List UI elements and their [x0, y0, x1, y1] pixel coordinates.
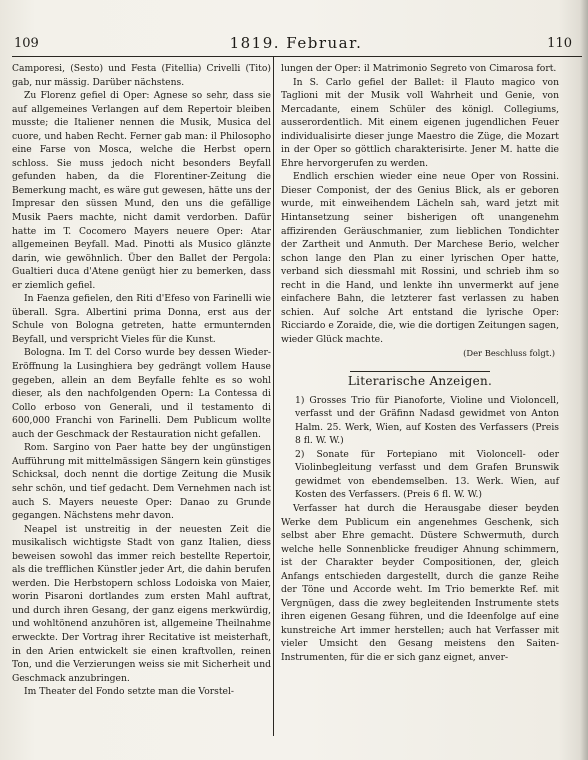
header-rule	[12, 56, 582, 57]
page-header	[12, 34, 580, 54]
page-edge-shadow	[580, 0, 588, 760]
paragraph: Zu Florenz gefiel di Oper: Agnese so sehr, dass sie auf allgemeines Verlangen auf dem Repertoir bleiben musste; die Italiener nennen die Musik, Musica del cuore, und haben Recht. Ferner gab man: il Philosopho eine Farse von Mosca, welche die Herbst opern schloss. Sie muss jedoch nicht besonders Beyfall gefunden haben, da die Florentiner-Zeitung die Bemerkung macht, es wäre gut gewesen, hätte uns der Impresar den süssen Mund, den uns die gefällige Musik Paers machte, nicht damit verdorben. Dafür hatte im T. Cocomero Mayers neuere Oper: Atar allgemeinen Beyfall. Mad. Pinotti als Musico glänzte darin, wie gewöhnlich. Über den Ballet der Pergola: Gualtieri duca d'Atene genügt hier zu bemerken, dass er ziemlich gefiel.	[12, 90, 271, 291]
section-rule	[350, 371, 490, 372]
right-column	[281, 62, 559, 665]
section-title: Literarische Anzeigen.	[347, 374, 493, 389]
continuation-note: (Der Beschluss folgt.)	[463, 348, 555, 359]
column-divider	[273, 56, 274, 736]
page-number-left: 109	[14, 36, 39, 51]
review-paragraph: Verfasser hat durch die Herausgabe dieser beyden Werke dem Publicum ein angenehmes Geschenk, sich selbst aber Ehre gemacht. Düstere Schwermuth, durch welche helle Sonnenblicke freudiger Ahnung schimmern, ist der Charakter beyder Compositionen, der, gleich Anfangs entschieden dargestellt, durch die ganze Reihe der Töne und Accorde weht. Im Trio bemerkte Ref. mit Vergnügen, dass die zwey begleitenden Instrumente stets ihren eigenen Gesang führen, und die Ideenfolge auf eine kunstreiche Art immer herstellen; auch hat Verfasser mit vieler Umsicht den Gesang meistens den Saiten-Instrumenten, für die er sich ganz eignet, anver-	[281, 502, 559, 663]
paragraph: Camporesi, (Sesto) und Festa (Fitellia) Crivelli (Tito) gab, nur mässig. Darüber nächstens.	[12, 63, 271, 88]
announcement-item: 2) Sonate für Fortepiano mit Violoncell- oder Violinbegleitung verfasst und dem Grafen Brunswik gewidmet von ebendemselben. 13. Werk. Wien, auf Kosten des Verfassers. (Preis 6 fl. W. W.)	[295, 448, 559, 501]
paragraph: In Faenza gefielen, den Riti d'Efeso von Farinelli wie überall. Sgra. Albertini prima Donna, erst aus der Schule von Bologna getreten, hatte ermunternden Beyfall, und verspricht Vieles für die Kunst.	[12, 293, 271, 345]
paragraph: Rom. Sargino von Paer hatte bey der ungünstigen Aufführung mit mittelmässigen Sängern kein günstiges Schicksal, doch nennt die dortige Zeitung die Musik sehr schön, und tief gedacht. Dem Vernehmen nach ist auch S. Mayers neueste Oper: Danao zu Grunde gegangen. Nächstens mehr davon.	[12, 442, 271, 522]
paragraph: lungen der Oper: il Matrimonio Segreto von Cimarosa fort.	[281, 63, 557, 74]
page-number-right: 110	[547, 36, 572, 51]
paragraph: Bologna. Im T. del Corso wurde bey dessen Wieder-Eröffnung la Lusinghiera bey gedrängt vollem Hause gegeben, allein an dem Beyfalle fehlte es so wohl dieser, als den nachfolgenden Opern: La Contessa di Collo erboso von Generali, und il testamento di 600,000 Franchi von Farinelli. Dem Publicum wollte auch der Geschmack der Restauration nicht gefallen.	[12, 347, 271, 440]
announcement-item: 1) Grosses Trio für Pianoforte, Violine und Violoncell, verfasst und der Gräfinn Nadasd gewidmet von Anton Halm. 25. Werk, Wien, auf Kosten des Verfassers (Preis 8 fl. W. W.)	[295, 394, 559, 447]
left-column	[12, 62, 271, 699]
paragraph: In S. Carlo gefiel der Ballet: il Flauto magico von Taglioni mit der Musik voll Wahrheit und Genie, von Mercadante, einem Schüler des königl. Collegiums, ausserordentlich. Mit einem eigenen jugendlichen Feuer individualisirte dieser junge Maestro die Züge, die Mozart in der Oper so göttlich charakterisirte. Jener M. hatte die Ehre hervorgerufen zu werden.	[281, 76, 559, 169]
paragraph: Im Theater del Fondo setzte man die Vorstel-	[24, 686, 235, 698]
paragraph: Endlich erschien wieder eine neue Oper von Rossini. Dieser Componist, der des Genius Blick, als er geboren wurde, mit einweihendem Lächeln sah, ward jetzt mit Hintansetzung seiner bisherigen oft unangenehm affizirenden Geräuschmanier, zum lieblichen Tondichter der Zartheit und Anmuth. Der Marchese Berio, welcher schon lange den Plan zu einer lyrischen Oper hatte, verband sich diessmahl mit Rossini, und schrieb ihm so recht in die Hand, und lenkte ihn unvermerkt auf jene einfachere Bahn, die letzterer fast verlassen zu haben schien. Auf solche Art entstand die lyrische Oper: Ricciardo e Zoraide, die, wie die dortigen Zeitungen sagen, wieder Glück machte.	[281, 171, 559, 345]
running-title: 1819. Februar.	[229, 34, 363, 52]
paragraph: Neapel ist unstreitig in der neuesten Zeit die musikalisch wichtigste Stadt von ganz Italien, diess beweisen sowohl das immer reich bestellte Repertoir, als die trefflichen Künstler jeder Art, die dahin berufen werden. Die Herbstopern schloss Lodoiska von Maier, worin Pisaroni dortlandes zum ersten Mahl auftrat, und durch ihren Gesang, der ganz eigens merkwürdig, und wohltönend anzuhören ist, allgemeine Theilnahme erweckte. Der Vortrag ihrer Recitative ist meisterhaft, in den Arien entwickelt sie einen kraftvollen, reinen Ton, und die Verzierungen weiss sie mit Sicherheit und Geschmack anzubringen.	[12, 523, 271, 684]
